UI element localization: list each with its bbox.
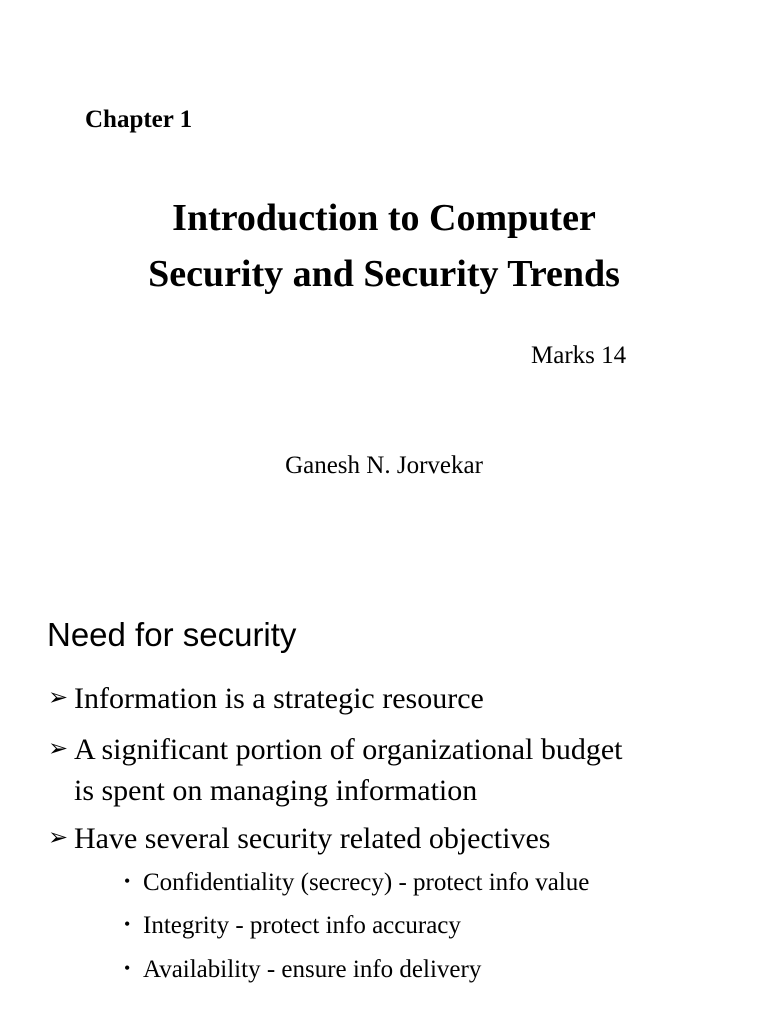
bullet-item — [48, 729, 623, 811]
author-name: Ganesh N. Jorvekar — [285, 452, 483, 479]
arrow-bullet-icon: ➢ — [48, 825, 69, 851]
bullet-text-line-1: A significant portion of organizational budget — [74, 733, 623, 766]
bullet-text — [74, 729, 623, 811]
bullet-text-line-2: is spent on managing information — [74, 774, 478, 807]
page-title-line-2: Security and Security Trends — [148, 253, 620, 295]
sub-bullet-text: Integrity - protect info accuracy — [143, 912, 461, 939]
chapter-label: Chapter 1 — [85, 106, 193, 133]
sub-bullet-item — [124, 910, 461, 942]
bullet-text: Information is a strategic resource — [74, 682, 484, 715]
arrow-bullet-icon: ➢ — [48, 685, 69, 711]
bullet-item — [48, 818, 550, 859]
dot-bullet-icon: • — [124, 914, 131, 934]
dot-bullet-icon: • — [124, 871, 131, 891]
sub-bullet-item — [124, 867, 589, 899]
sub-bullet-text: Confidentiality (secrecy) - protect info value — [143, 869, 590, 896]
arrow-bullet-icon: ➢ — [48, 736, 69, 762]
marks-label: Marks 14 — [531, 342, 627, 369]
section-heading: Need for security — [47, 616, 297, 653]
bullet-text: Have several security related objectives — [74, 822, 551, 855]
sub-bullet-item — [124, 954, 481, 986]
page-title-line-1: Introduction to Computer — [172, 197, 596, 239]
sub-bullet-text: Availability - ensure info delivery — [143, 956, 482, 983]
dot-bullet-icon: • — [124, 958, 131, 978]
bullet-item — [48, 678, 484, 719]
